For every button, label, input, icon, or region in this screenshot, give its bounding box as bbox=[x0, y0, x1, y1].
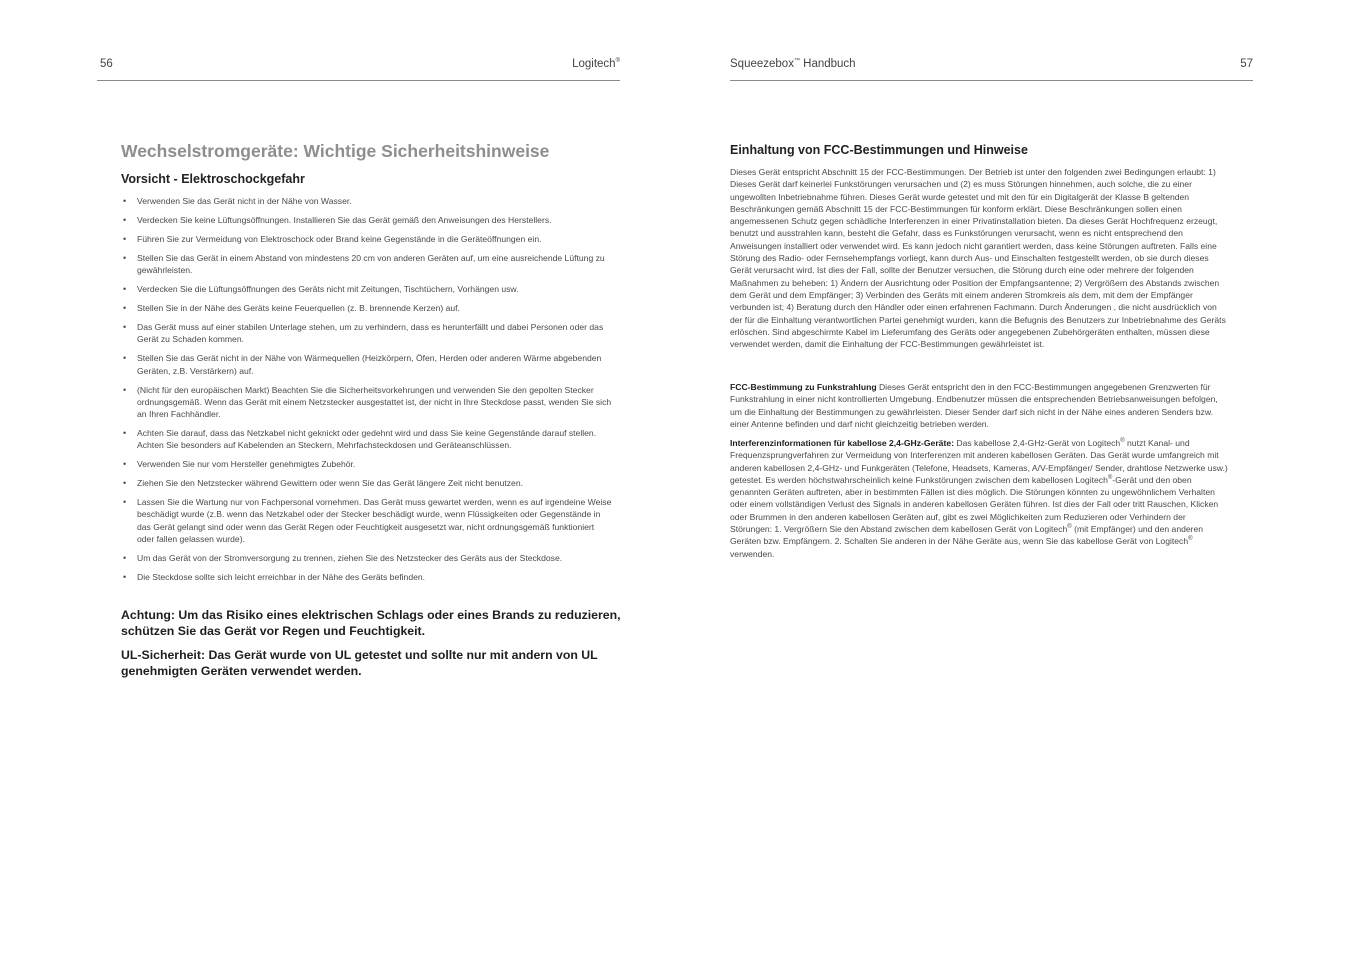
header-rule bbox=[97, 80, 620, 81]
list-item: • Ziehen Sie den Netzstecker während Gewittern oder wenn Sie das Gerät längere Zeit nicht benutzen. bbox=[123, 478, 523, 489]
bullet-icon: • bbox=[123, 322, 127, 333]
bullet-icon: • bbox=[123, 478, 127, 489]
bullet-icon: • bbox=[123, 428, 127, 439]
list-item: • Stellen Sie das Gerät nicht in der Nähe von Wärmequellen (Heizkörpern, Öfen, Herden oder anderen Wärme abgebenden Geräten, z.B. Verstärkern) auf. bbox=[123, 353, 602, 376]
list-item: • Stellen Sie das Gerät in einem Abstand von mindestens 20 cm von anderen Geräten auf, um eine ausreichende Lüftung zu gewährleisten. bbox=[123, 253, 605, 276]
safety-list bbox=[121, 195, 613, 590]
warning-electric-shock: Achtung: Um das Risiko eines elektrischen Schlags oder eines Brands zu reduzieren, schützen Sie das Gerät vor Regen und Feuchtigkeit. bbox=[121, 608, 621, 638]
bullet-icon: • bbox=[123, 459, 127, 470]
bullet-icon: • bbox=[123, 215, 127, 225]
header-rule bbox=[730, 80, 1253, 81]
list-item: • Das Gerät muss auf einer stabilen Unterlage stehen, um zu verhindern, dass es herunterfällt und dabei Personen oder das Gerät zu Schaden kommen. bbox=[123, 322, 604, 345]
bullet-icon: • bbox=[123, 353, 127, 364]
bullet-icon: • bbox=[123, 384, 127, 395]
warning-ul-safety: UL-Sicherheit: Das Gerät wurde von UL getestet und sollte nur mit andern von UL genehmigten Geräten verwendet werden. bbox=[121, 648, 598, 678]
page-number: 57 bbox=[1240, 58, 1253, 70]
bullet-icon: • bbox=[123, 552, 127, 563]
header-brand: Logitech® bbox=[572, 58, 620, 70]
page-title: Wechselstromgeräte: Wichtige Sicherheitshinweise bbox=[121, 141, 550, 161]
list-item: • Die Steckdose sollte sich leicht erreichbar in der Nähe des Geräts befinden. bbox=[123, 571, 426, 582]
bullet-icon: • bbox=[123, 196, 127, 206]
paragraph-label: FCC-Bestimmung zu Funkstrahlung bbox=[730, 382, 877, 392]
registered-mark: ® bbox=[1120, 438, 1125, 445]
list-item: • Stellen Sie in der Nähe des Geräts keine Feuerquellen (z. B. brennende Kerzen) auf. bbox=[123, 303, 460, 314]
list-item: • (Nicht für den europäischen Markt) Beachten Sie die Sicherheitsvorkehrungen und verwenden Sie den gepolten Stecker ordnungsgemäß. Wenn das Gerät mit einem Netzstecker ausgestattet ist, der nicht in Ihre Steckdose passt, wenden Sie sich an Ihren Fachhändler. bbox=[123, 384, 612, 420]
section-title: Einhaltung von FCC-Bestimmungen und Hinweise bbox=[730, 143, 1028, 157]
registered-mark: ® bbox=[1067, 524, 1072, 531]
list-item: • Verdecken Sie die Lüftungsöffnungen des Geräts nicht mit Zeitungen, Tischtüchern, Vorhängen usw. bbox=[123, 284, 519, 295]
bullet-icon: • bbox=[123, 497, 127, 508]
list-item: • Verdecken Sie keine Lüftungsöffnungen. Installieren Sie das Gerät gemäß den Anweisungen des Herstellers. bbox=[123, 215, 552, 225]
paragraph-label: Interferenzinformationen für kabellose 2,4-GHz-Geräte: bbox=[730, 438, 954, 448]
list-item: • Verwenden Sie nur vom Hersteller genehmigtes Zubehör. bbox=[123, 459, 356, 470]
header-title: Squeezebox™ Handbuch bbox=[730, 58, 856, 70]
bullet-icon: • bbox=[123, 234, 127, 244]
trademark-mark: ™ bbox=[793, 58, 800, 65]
interference-paragraph: Interferenzinformationen für kabellose 2,4-GHz-Geräte: Das kabellose 2,4-GHz-Gerät von Logitech® nutzt Kanal- und Frequenzsprungverfahren zur Vermeidung von Interferenzen mit anderen kabellosen Geräten. Das Gerät wurde umfangreich mit anderen kabellosen 2,4-GHz- und Funkgeräten (Telefone, Headsets, Kameras, A/V-Empfänger/ Sender, drahtlose Netzwerke usw.) getestet. Es werden höchstwahrscheinlich keine Funkstörungen zwischen dem kabellosen Logitech®-Gerät und den oben genannten Geräten auftreten, aber in bestimmten Fällen ist dies möglich. Die Störungen könnten zu ungewöhnlichem Verhalten oder einem vollständigen Verlust des Signals in anderen kabellosen Geräten führen. Ist dies der Fall oder tritt Rauschen, Klicken oder Brummen in den anderen kabellosen Geräten auf, gibt es zwei Möglichkeiten zum Reduzieren oder Verhindern der Störungen: 1. Vergrößern Sie den Abstand zwischen dem kabellosen Gerät von Logitech® (mit Empfänger) und den anderen Geräten bzw. Empfängern. 2. Schalten Sie anderen in der Nähe Geräte aus, wenn Sie das kabellose Gerät von Logitech® verwenden. bbox=[730, 438, 1228, 559]
registered-mark: ® bbox=[1188, 536, 1193, 543]
bullet-icon: • bbox=[123, 284, 127, 295]
list-item: • Führen Sie zur Vermeidung von Elektroschock oder Brand keine Gegenstände in die Geräteöffnungen ein. bbox=[123, 234, 542, 244]
fcc-compliance-paragraph: Dieses Gerät entspricht Abschnitt 15 der FCC-Bestimmungen. Der Betrieb ist unter den folgenden zwei Bedingungen erlaubt: 1) Dieses Gerät darf keinerlei Funkstörungen verursachen und (2) es muss Störungen hinnehmen, auch solche, die zu einer ungewollten Inbetriebnahme führen. Dieses Gerät wurde getestet und mit den für ein Digitalgerät der Klasse B geltenden Beschränkungen gemäß Abschnitt 15 der FCC-Bestimmungen für konform erklärt. Diese Beschränkungen sollen einen angemessenen Schutz gegen schädliche Interferenzen in einer Privatinstallation bieten. Da dieses Gerät Hochfrequenz erzeugt, benutzt und ausstrahlen kann, besteht die Gefahr, dass es Funkstörungen verursacht, wenn es nicht entsprechend den Anweisungen installiert oder verwendet wird. Es kann jedoch nicht garantiert werden, dass keine Störungen auftreten. Falls eine Störung des Radio- oder Fernsehempfangs vorliegt, kann durch Aus- und Einschalten festgestellt werden, ob sie durch dieses Gerät verursacht wird. Ist dies der Fall, sollte der Benutzer versuchen, die Störung durch eine oder mehrere der folgenden Maßnahmen zu beheben: 1) Ändern der Ausrichtung oder Position der Empfangsantenne; 2) Vergrößern des Abstands zwischen dem Gerät und dem Empfänger; 3) Verbinden des Geräts mit einem anderen Stromkreis als dem, mit dem der Empfänger verbunden ist; 4) Beratung durch den Händler oder einen erfahrenen Fachmann. Durch Änderungen , die nicht ausdrücklich von der für die Einhaltung verantwortlichen Partei genehmigt wurden, kann die Befugnis des Benutzers zur Inbetriebnahme des Geräts erlöschen. Sind abgeschirmte Kabel im Lieferumfang des Geräts oder angegebenen Zubehörgeräten enthalten, müssen diese verwendet werden, damit die Einhaltung der FCC-Bestimmungen gewährleistet ist. bbox=[730, 167, 1226, 350]
list-item: • Verwenden Sie das Gerät nicht in der Nähe von Wasser. bbox=[123, 196, 352, 206]
registered-mark: ® bbox=[1107, 475, 1113, 482]
bullet-icon: • bbox=[123, 303, 127, 314]
list-item: • Um das Gerät von der Stromversorgung zu trennen, ziehen Sie des Netzstecker des Geräts aus der Steckdose. bbox=[123, 552, 563, 563]
list-item: • Achten Sie darauf, dass das Netzkabel nicht geknickt oder gedehnt wird und dass Sie keine Gegenstände darauf stellen. Achten Sie besonders auf Kabelenden an Steckern, Mehrfachsteckdosen und Geräteanschlüssen. bbox=[123, 428, 597, 451]
page-number: 56 bbox=[100, 58, 113, 70]
fcc-radiation-paragraph: FCC-Bestimmung zu Funkstrahlung Dieses Gerät entspricht den in den FCC-Bestimmungen angegebenen Grenzwerten für Funkstrahlung in einer nicht kontrollierten Umgebung. Endbenutzer müssen die entsprechenden Betriebsanweisungen befolgen, um die Einhaltung der Bestimmungen zu gewährleisten. Dieser Sender darf sich nicht in der Nähe eines anderen Senders bzw. einer Antenne befinden und darf nicht gleichzeitig betrieben werden. bbox=[730, 382, 1218, 429]
right-page bbox=[676, 0, 1351, 954]
list-item: • Lassen Sie die Wartung nur von Fachpersonal vornehmen. Das Gerät muss gewartet werden, wenn es auf irgendeine Weise beschädigt wurde (z.B. wenn das Netzkabel oder der Stecker beschädigt wurde, wenn Flüssigkeiten oder Gegenstände in das Gerät gelangt sind oder wenn das Gerät Regen oder Feuchtigkeit ausgesetzt war, nicht ordnungsgemäß funktioniert oder fallen gelassen wurde). bbox=[123, 497, 612, 544]
registered-mark: ® bbox=[615, 58, 620, 65]
bullet-icon: • bbox=[123, 571, 127, 582]
section-subtitle: Vorsicht - Elektroschockgefahr bbox=[121, 172, 305, 186]
bullet-icon: • bbox=[123, 253, 127, 263]
